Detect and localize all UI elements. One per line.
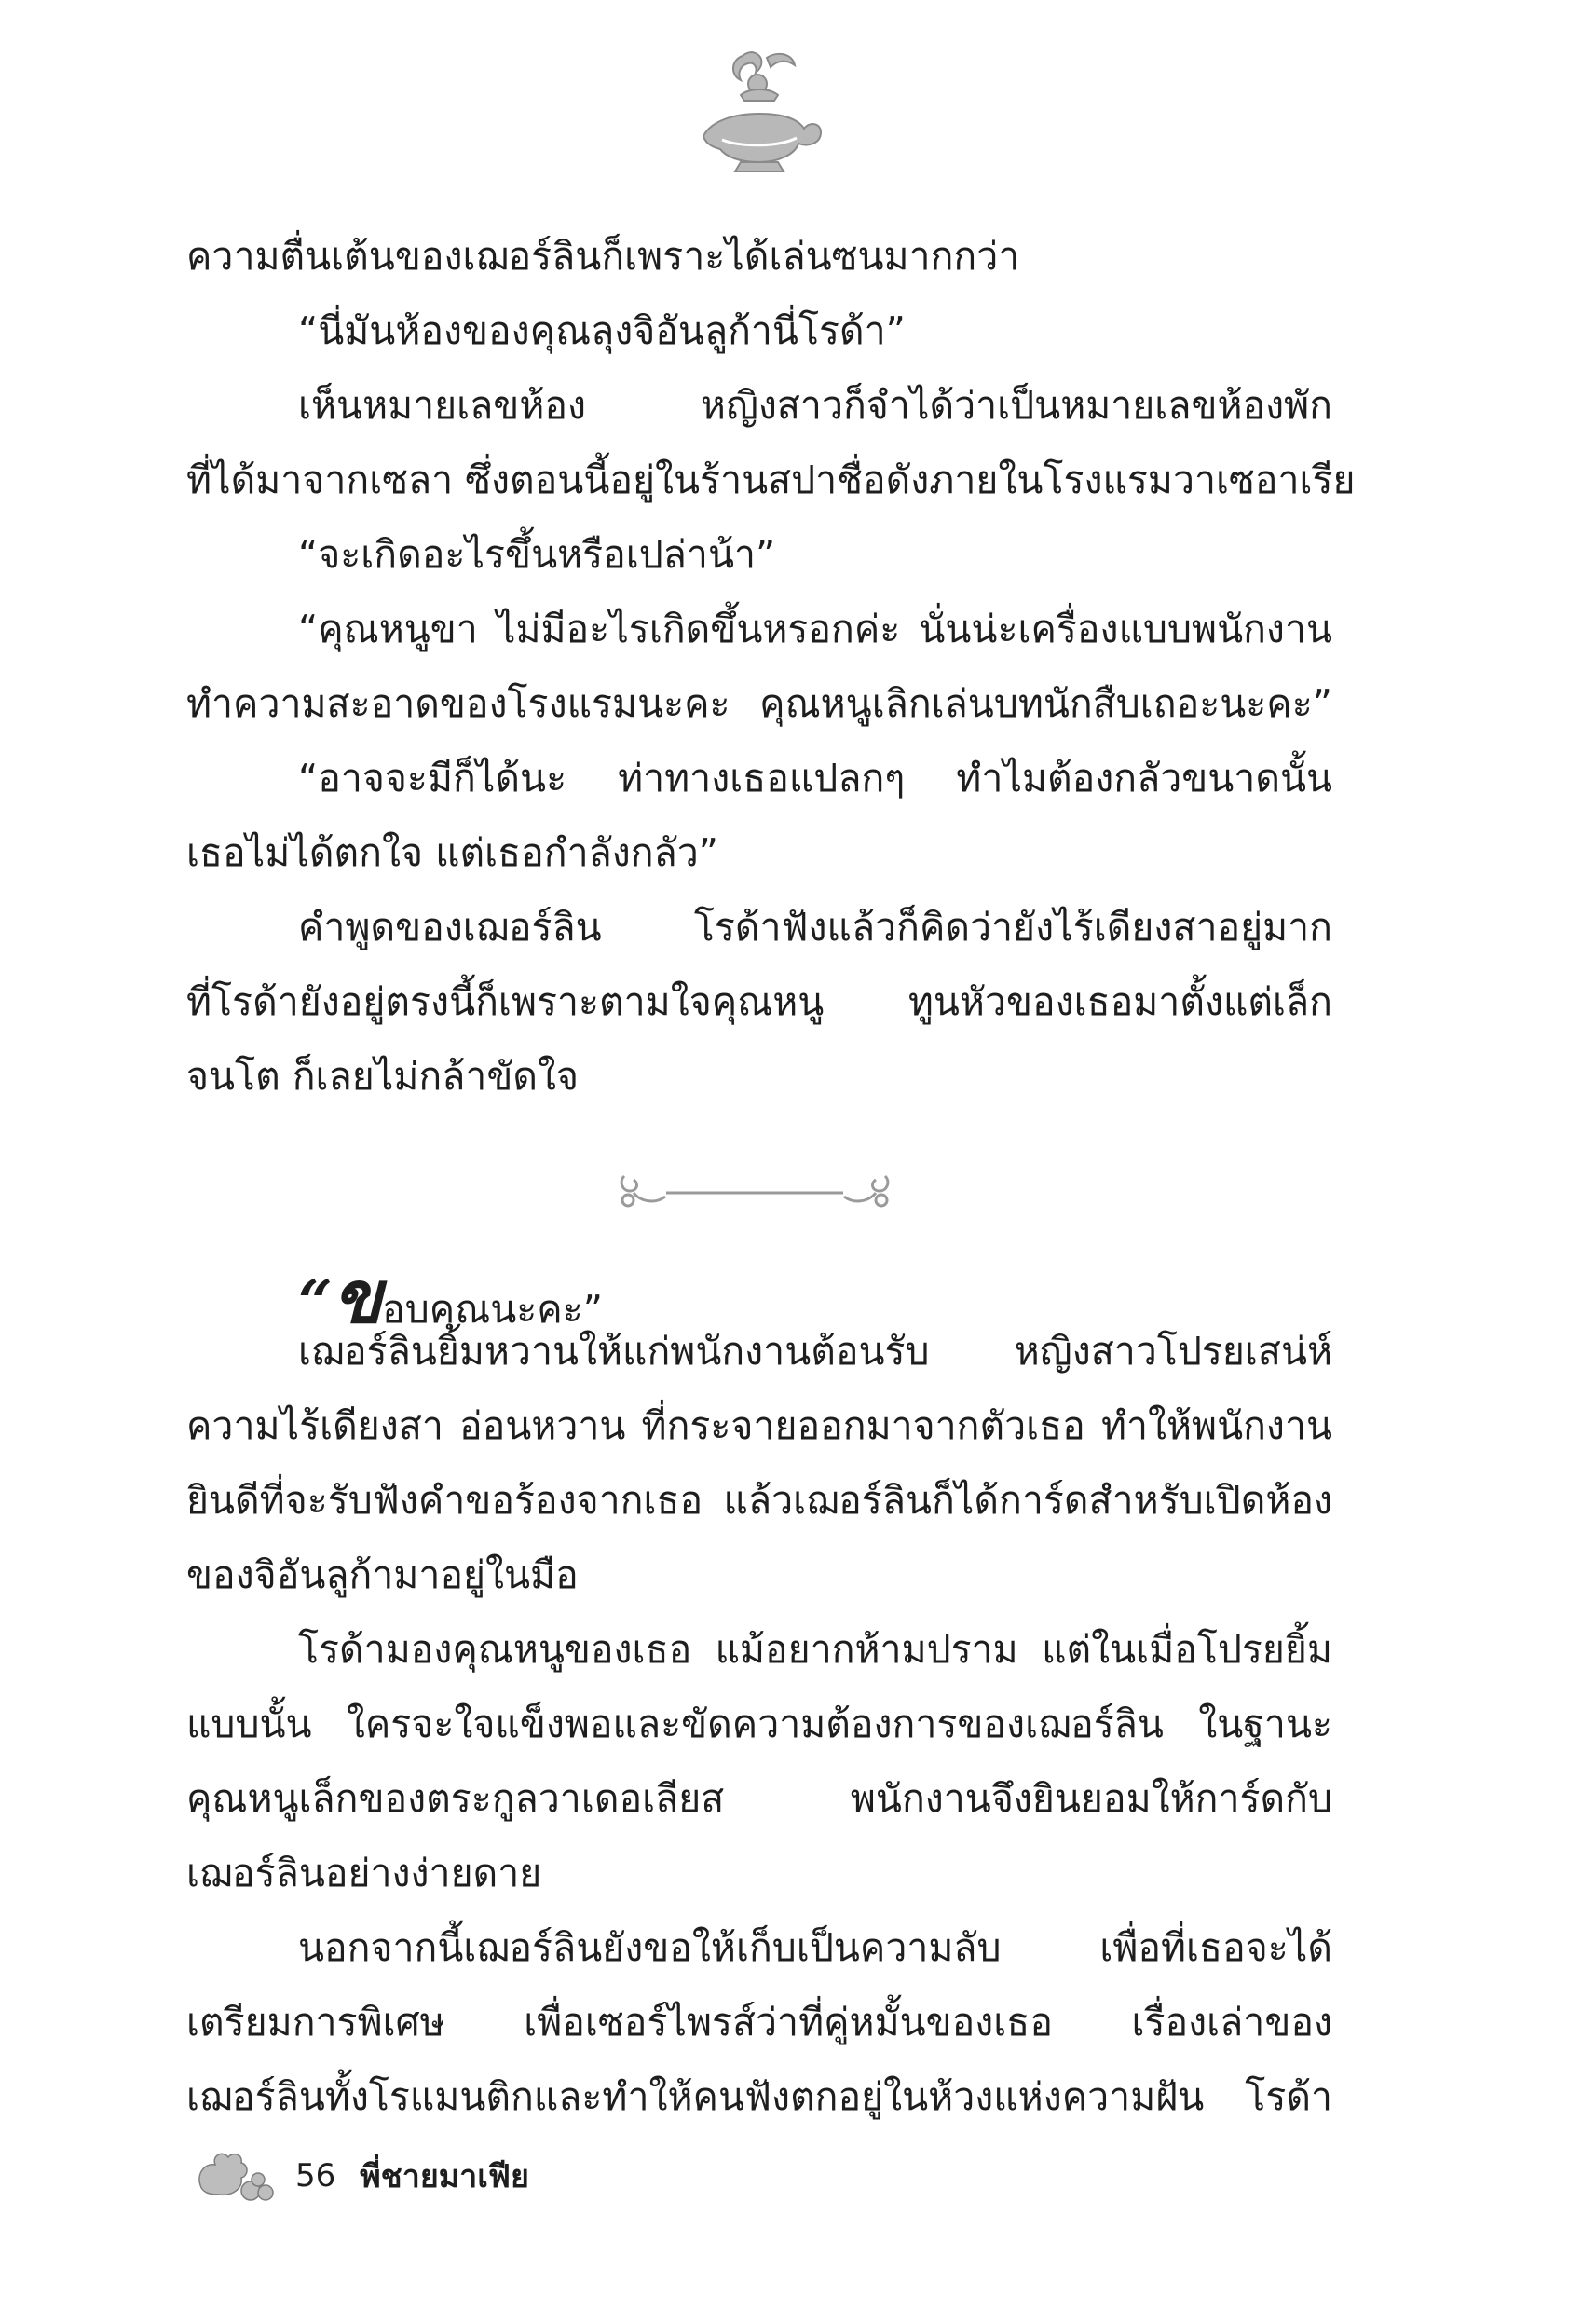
drop-cap-letter: ข — [332, 1255, 383, 1340]
paragraph-line: คุณหนูเล็กของตระกูลวาเดอเลียส พนักงานจึงยินยอมให้การ์ดกับ — [186, 1776, 1332, 1821]
paragraph-line: โรด้ามองคุณหนูของเธอ แม้อยากห้ามปราม แต่ในเมื่อโปรยยิ้ม — [298, 1627, 1332, 1672]
paragraph-line: คำพูดของเฌอร์ลิน โรด้าฟังแล้วก็คิดว่ายังไร้เดียงสาอยู่มาก — [298, 905, 1332, 950]
page-number: 56 — [295, 2157, 336, 2195]
genie-lamp-icon — [685, 47, 825, 177]
paragraph-line: ทำความสะอาดของโรงแรมนะคะ คุณหนูเลิกเล่นบทนักสืบเถอะนะคะ” — [186, 681, 1332, 726]
paragraph-line: “นี่มันห้องของคุณลุงจิอันลูก้านี่โรด้า” — [298, 308, 906, 353]
paragraph-line: เฌอร์ลินทั้งโรแมนติกและทำให้คนฟังตกอยู่ในห้วงแห่งความฝัน โรด้า — [186, 2074, 1332, 2119]
paragraph-line: “อาจจะมีก็ได้นะ ท่าทางเธอแปลกๆ ทำไมต้องกลัวขนาดนั้น — [298, 756, 1332, 800]
page-footer — [191, 2143, 529, 2208]
paragraph-line: เธอไม่ได้ตกใจ แต่เธอกำลังกลัว” — [186, 830, 718, 875]
scroll-divider-icon — [615, 1165, 894, 1211]
paragraph-line: เฌอร์ลินอย่างง่ายดาย — [186, 1851, 542, 1895]
book-title: พี่ชายมาเฟีย — [360, 2158, 529, 2195]
paragraph-line: จนโต ก็เลยไม่กล้าขัดใจ — [186, 1054, 580, 1099]
paragraph-line: เฌอร์ลินยิ้มหวานให้แก่พนักงานต้อนรับ หญิงสาวโปรยเสน่ห์ — [298, 1329, 1332, 1374]
paragraph-line: ที่โรด้ายังอยู่ตรงนี้ก็เพราะตามใจคุณหนู ทูนหัวของเธอมาตั้งแต่เล็ก — [186, 979, 1332, 1024]
paragraph-line: เห็นหมายเลขห้อง หญิงสาวก็จำได้ว่าเป็นหมายเลขห้องพัก — [298, 383, 1332, 428]
paragraph-line: แบบนั้น ใครจะใจแข็งพอและขัดความต้องการของเฌอร์ลิน ในฐานะ — [186, 1702, 1332, 1746]
paragraph-line: “จะเกิดอะไรขึ้นหรือเปล่าน้า” — [298, 532, 776, 577]
paragraph-line: “คุณหนูขา ไม่มีอะไรเกิดขึ้นหรอกค่ะ นั่นน่ะเครื่องแบบพนักงาน — [298, 607, 1332, 651]
drop-cap-quote: “ — [298, 1267, 333, 1337]
paragraph-line: ที่ได้มาจากเซลา ซึ่งตอนนี้อยู่ในร้านสปาชื่อดังภายในโรงแรมวาเซอาเรีย — [186, 458, 1356, 502]
paragraph-line: นอกจากนี้เฌอร์ลินยังขอให้เก็บเป็นความลับ เพื่อที่เธอจะได้ — [298, 1925, 1332, 1970]
paragraph-line: ความไร้เดียงสา อ่อนหวาน ที่กระจายออกมาจากตัวเธอ ทำให้พนักงาน — [186, 1403, 1332, 1448]
paragraph-line: ยินดีที่จะรับฟังคำขอร้องจากเธอ แล้วเฌอร์ลินก็ได้การ์ดสำหรับเปิดห้อง — [186, 1478, 1332, 1523]
paragraph-line: ของจิอันลูก้ามาอยู่ในมือ — [186, 1552, 579, 1597]
paragraph-line: ความตื่นเต้นของเฌอร์ลินก็เพราะได้เล่นซนมากกว่า — [186, 234, 1020, 279]
drop-cap-line — [298, 1239, 603, 1340]
cupid-ornament-icon — [191, 2148, 275, 2204]
drop-cap-rest: อบคุณนะคะ” — [382, 1287, 603, 1332]
paragraph-line: เตรียมการพิเศษ เพื่อเซอร์ไพรส์ว่าที่คู่หมั้นของเธอ เรื่องเล่าของ — [186, 2000, 1332, 2044]
